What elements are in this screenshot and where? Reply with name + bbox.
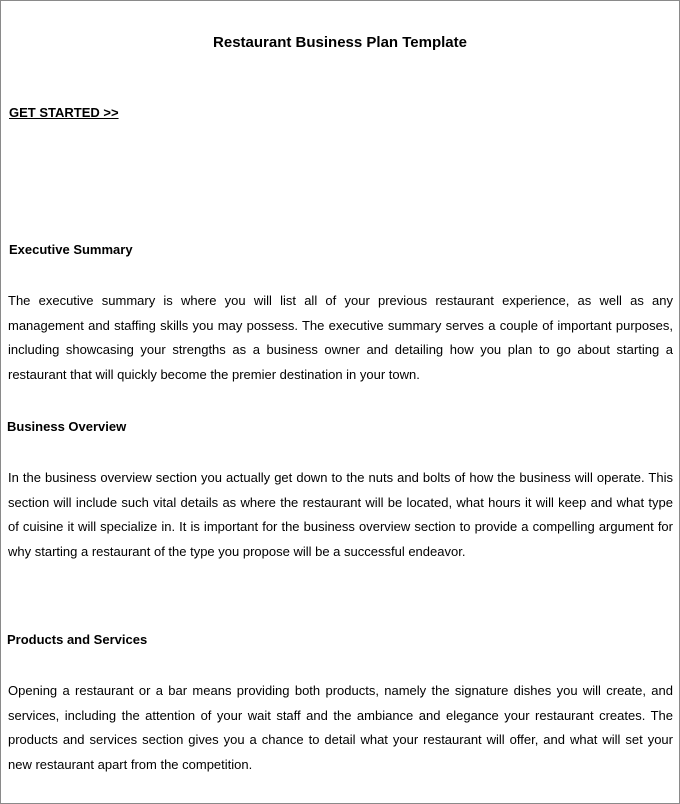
- section-heading-business-overview: Business Overview: [7, 419, 127, 434]
- get-started-link[interactable]: GET STARTED >>: [9, 105, 119, 120]
- section-heading-executive-summary: Executive Summary: [9, 242, 133, 257]
- section-heading-products-and-services: Products and Services: [7, 632, 148, 647]
- section-body-products-and-services: Opening a restaurant or a bar means providing both products, namely the signature dishes you will create, and services, including the attention of your wait staff and the ambiance and elegance your restaurant creates. The products and services section gives you a chance to detail what your restaurant will offer, and what will set your new restaurant apart from the competition.: [8, 683, 673, 772]
- document-title: Restaurant Business Plan Template: [213, 34, 467, 51]
- section-body-executive-summary: The executive summary is where you will list all of your previous restaurant experience, as well as any management and staffing skills you may possess. The executive summary serves a couple of important purposes, including showcasing your strengths as a business owner and detailing how you plan to go about starting a restaurant that will quickly become the premier destination in your town.: [8, 293, 673, 382]
- section-body-business-overview: In the business overview section you actually get down to the nuts and bolts of how the business will operate. This section will include such vital details as where the restaurant will be located, what hours it will keep and what type of cuisine it will specialize in. It is important for the business overview section to provide a compelling argument for why starting a restaurant of the type you propose will be a successful endeavor.: [8, 470, 673, 559]
